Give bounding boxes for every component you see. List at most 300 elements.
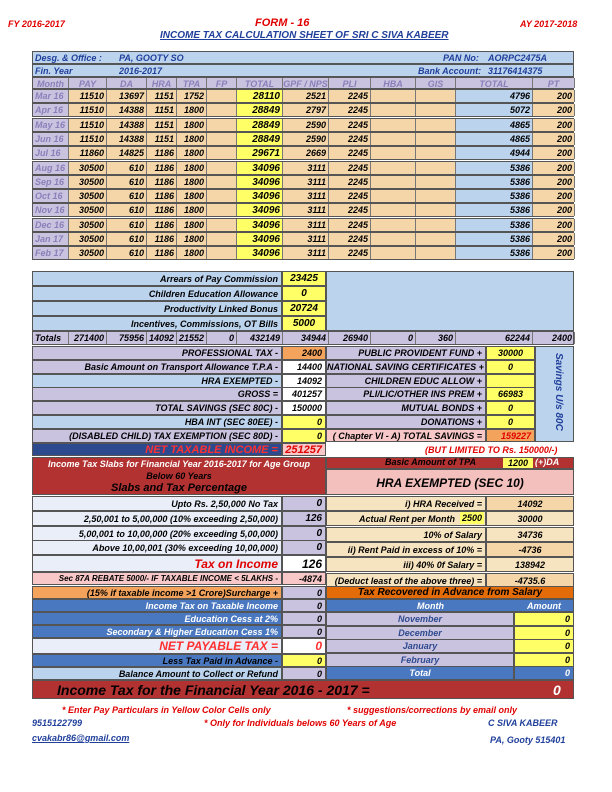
month-cell: Nov 16 bbox=[33, 204, 69, 216]
value-cell[interactable]: 200 bbox=[533, 176, 575, 188]
value-cell[interactable] bbox=[207, 204, 237, 216]
column-header-0: Month bbox=[33, 78, 69, 88]
value-cell[interactable] bbox=[371, 176, 416, 188]
savings-limit-note: (BUT LIMITED TO Rs. 150000/-) bbox=[425, 445, 558, 455]
computation-label: HRA EXEMPTED - bbox=[32, 374, 282, 388]
value-cell[interactable] bbox=[371, 90, 416, 102]
addition-label: Incentives, Commissions, OT Bills bbox=[32, 316, 282, 331]
value-cell[interactable]: 1186 bbox=[147, 204, 177, 216]
savings-value[interactable]: 0 bbox=[486, 401, 535, 415]
advance-amount[interactable]: 0 bbox=[514, 639, 574, 653]
slabs-heading-2: Below 60 Years bbox=[146, 471, 212, 481]
footer-phone: 9515122799 bbox=[32, 718, 83, 728]
bank-value: 31176414375 bbox=[488, 66, 543, 76]
advance-month: February bbox=[326, 653, 514, 667]
addition-value[interactable]: 23425 bbox=[282, 271, 326, 286]
surcharge-label: (15% if taxable income >1 Crore)Surcharge + bbox=[32, 586, 282, 599]
tax-summary-value: 0 bbox=[282, 599, 326, 612]
value-cell[interactable]: 30500 bbox=[69, 247, 107, 259]
value-cell[interactable] bbox=[416, 247, 456, 259]
value-cell[interactable]: 13697 bbox=[107, 90, 147, 102]
advance-amount[interactable]: 0 bbox=[514, 653, 574, 667]
value-cell[interactable] bbox=[371, 233, 416, 245]
value-cell[interactable]: 200 bbox=[533, 147, 575, 159]
value-cell: 5386 bbox=[456, 162, 533, 174]
value-cell[interactable]: 2245 bbox=[329, 90, 371, 102]
value-cell[interactable] bbox=[416, 162, 456, 174]
value-cell: 4944 bbox=[456, 147, 533, 159]
computation-label: Basic Amount on Transport Allowance T.P.A - bbox=[32, 360, 282, 374]
totals-cell: 0 bbox=[207, 332, 237, 344]
value-cell[interactable] bbox=[207, 247, 237, 259]
value-cell: 4865 bbox=[456, 119, 533, 131]
footer-name: C SIVA KABEER bbox=[488, 718, 558, 728]
value-cell[interactable]: 11510 bbox=[69, 104, 107, 116]
value-cell[interactable]: 200 bbox=[533, 90, 575, 102]
value-cell[interactable]: 200 bbox=[533, 133, 575, 145]
totals-cell: 34944 bbox=[283, 332, 329, 344]
tax-summary-value: 0 bbox=[282, 638, 326, 654]
slab-label: 5,00,001 to 10,00,000 (20% exceeding 5,00,000) bbox=[32, 526, 282, 541]
slab-value: 0 bbox=[282, 540, 326, 555]
advance-heading: Tax Recovered in Advance from Salary bbox=[326, 586, 574, 599]
value-cell[interactable]: 14388 bbox=[107, 133, 147, 145]
totals-cell: 21552 bbox=[177, 332, 207, 344]
savings-value[interactable]: 30000 bbox=[486, 346, 535, 360]
value-cell[interactable]: 200 bbox=[533, 204, 575, 216]
value-cell[interactable]: 2245 bbox=[329, 162, 371, 174]
savings-label: PUBLIC PROVIDENT FUND + bbox=[326, 346, 486, 360]
month-cell: Apr 16 bbox=[33, 104, 69, 116]
value-cell: 28849 bbox=[237, 119, 283, 131]
value-cell[interactable]: 2245 bbox=[329, 119, 371, 131]
savings-side-label: Savings U/s 80C bbox=[553, 353, 564, 431]
slab-label: 2,50,001 to 5,00,000 (10% exceeding 2,50,000) bbox=[32, 511, 282, 526]
value-cell[interactable] bbox=[371, 119, 416, 131]
value-cell[interactable]: 11510 bbox=[69, 90, 107, 102]
addition-label: Arrears of Pay Commission bbox=[32, 271, 282, 286]
tax-on-income-label: Tax on Income bbox=[32, 555, 282, 572]
value-cell[interactable] bbox=[416, 133, 456, 145]
totals-cell: 360 bbox=[416, 332, 456, 344]
value-cell[interactable]: 200 bbox=[533, 162, 575, 174]
value-cell[interactable]: 610 bbox=[107, 247, 147, 259]
value-cell: 34096 bbox=[237, 176, 283, 188]
slabs-heading-box bbox=[32, 457, 326, 495]
value-cell[interactable]: 30500 bbox=[69, 219, 107, 231]
totals-label: Totals bbox=[33, 332, 69, 344]
desg-label: Desg. & Office : bbox=[35, 53, 102, 63]
value-cell[interactable] bbox=[207, 119, 237, 131]
month-cell: Jul 16 bbox=[33, 147, 69, 159]
value-cell[interactable]: 3111 bbox=[283, 190, 329, 202]
value-cell[interactable] bbox=[416, 147, 456, 159]
value-cell[interactable] bbox=[416, 176, 456, 188]
table-header-row bbox=[32, 77, 574, 89]
savings-label: MUTUAL BONDS + bbox=[326, 401, 486, 415]
slabs-heading-1: Income Tax Slabs for Financial Year 2016-2017 for Age Group bbox=[48, 459, 310, 469]
tpa-row bbox=[326, 457, 574, 469]
savings-side-box bbox=[535, 346, 574, 442]
savings-total-value: 159227 bbox=[486, 429, 535, 442]
finyear-label: Fin. Year bbox=[35, 66, 73, 76]
value-cell[interactable]: 2245 bbox=[329, 219, 371, 231]
value-cell: 28849 bbox=[237, 104, 283, 116]
computation-value: 14400 bbox=[282, 360, 326, 374]
tpa-label: Basic Amount of TPA bbox=[385, 457, 477, 467]
column-header-1: PAY bbox=[69, 78, 107, 88]
column-header-11: TOTAL bbox=[456, 78, 533, 88]
value-cell[interactable] bbox=[371, 104, 416, 116]
tax-summary-label: Secondary & Higher Education Cess 1% bbox=[32, 625, 282, 638]
value-cell[interactable] bbox=[416, 104, 456, 116]
value-cell[interactable]: 2245 bbox=[329, 204, 371, 216]
tax-summary-label: NET PAYABLE TAX = bbox=[32, 638, 282, 654]
value-cell[interactable]: 3111 bbox=[283, 204, 329, 216]
value-cell[interactable] bbox=[207, 162, 237, 174]
value-cell[interactable]: 1800 bbox=[177, 204, 207, 216]
value-cell[interactable]: 1151 bbox=[147, 119, 177, 131]
footer-email[interactable]: cvakabr86@gmail.com bbox=[32, 733, 130, 743]
pan-label: PAN No: bbox=[443, 53, 479, 63]
net-taxable-value: 251257 bbox=[282, 443, 326, 456]
addition-value[interactable]: 5000 bbox=[282, 316, 326, 331]
month-cell: May 16 bbox=[33, 119, 69, 131]
value-cell[interactable]: 2590 bbox=[283, 119, 329, 131]
value-cell[interactable]: 11510 bbox=[69, 133, 107, 145]
month-cell: Aug 16 bbox=[33, 162, 69, 174]
month-row bbox=[32, 132, 574, 146]
form-title: FORM - 16 bbox=[255, 17, 310, 29]
savings-value[interactable]: 0 bbox=[486, 415, 535, 429]
totals-cell: 432149 bbox=[237, 332, 283, 344]
value-cell: 28110 bbox=[237, 90, 283, 102]
value-cell[interactable] bbox=[207, 176, 237, 188]
hra-label: i) HRA Received = bbox=[326, 496, 486, 511]
value-cell[interactable]: 2245 bbox=[329, 176, 371, 188]
hra-label: iii) 40% 0f Salary = bbox=[326, 557, 486, 572]
value-cell[interactable]: 1186 bbox=[147, 176, 177, 188]
value-cell: 34096 bbox=[237, 219, 283, 231]
value-cell[interactable]: 1151 bbox=[147, 90, 177, 102]
advance-month: November bbox=[326, 612, 514, 626]
hra-label: ii) Rent Paid in excess of 10% = bbox=[326, 542, 486, 557]
value-cell[interactable] bbox=[207, 219, 237, 231]
value-cell[interactable]: 610 bbox=[107, 204, 147, 216]
value-cell[interactable] bbox=[416, 219, 456, 231]
computation-label: HBA INT (SEC 80EE) - bbox=[32, 415, 282, 429]
value-cell: 5386 bbox=[456, 176, 533, 188]
savings-label: PLI/LIC/OTHER INS PREM + bbox=[326, 387, 486, 401]
value-cell[interactable] bbox=[207, 147, 237, 159]
value-cell: 34096 bbox=[237, 162, 283, 174]
value-cell[interactable]: 30500 bbox=[69, 204, 107, 216]
value-cell[interactable] bbox=[371, 247, 416, 259]
computation-value: 150000 bbox=[282, 401, 326, 415]
month-row bbox=[32, 146, 574, 160]
value-cell: 34096 bbox=[237, 204, 283, 216]
advance-month: Total bbox=[326, 666, 514, 680]
computation-value[interactable]: 0 bbox=[282, 429, 326, 443]
month-row bbox=[32, 103, 574, 117]
addition-value[interactable]: 20724 bbox=[282, 301, 326, 316]
month-row bbox=[32, 161, 574, 175]
slab-value: 126 bbox=[282, 511, 326, 526]
value-cell[interactable] bbox=[416, 90, 456, 102]
advance-amount[interactable]: 0 bbox=[514, 626, 574, 640]
value-cell[interactable] bbox=[416, 119, 456, 131]
hra-label: (Deduct least of the above three) = bbox=[326, 573, 486, 588]
computation-value: 2400 bbox=[282, 346, 326, 360]
final-row bbox=[32, 680, 574, 699]
value-cell[interactable]: 1800 bbox=[177, 162, 207, 174]
value-cell: 4865 bbox=[456, 133, 533, 145]
footer-note-2: * suggestions/corrections by email only bbox=[347, 705, 518, 715]
month-row bbox=[32, 246, 574, 260]
value-cell[interactable] bbox=[207, 104, 237, 116]
value-cell[interactable]: 3111 bbox=[283, 162, 329, 174]
net-taxable-label-box bbox=[32, 443, 282, 456]
value-cell[interactable]: 30500 bbox=[69, 176, 107, 188]
value-cell[interactable] bbox=[371, 204, 416, 216]
month-cell: Dec 16 bbox=[33, 219, 69, 231]
value-cell: 29671 bbox=[237, 147, 283, 159]
value-cell[interactable]: 2669 bbox=[283, 147, 329, 159]
value-cell[interactable]: 1186 bbox=[147, 219, 177, 231]
value-cell: 5386 bbox=[456, 233, 533, 245]
value-cell[interactable]: 2590 bbox=[283, 133, 329, 145]
value-cell[interactable]: 1800 bbox=[177, 219, 207, 231]
value-cell: 34096 bbox=[237, 247, 283, 259]
value-cell[interactable] bbox=[207, 90, 237, 102]
savings-value[interactable]: 66983 bbox=[486, 387, 535, 401]
value-cell[interactable] bbox=[207, 133, 237, 145]
value-cell[interactable]: 11860 bbox=[69, 147, 107, 159]
month-cell: Oct 16 bbox=[33, 190, 69, 202]
slab-value: 0 bbox=[282, 496, 326, 511]
totals-cell: 14092 bbox=[147, 332, 177, 344]
value-cell[interactable]: 610 bbox=[107, 162, 147, 174]
column-header-2: DA bbox=[107, 78, 147, 88]
hra-value: 138942 bbox=[486, 557, 574, 572]
tpa-value[interactable]: 1200 bbox=[503, 458, 533, 469]
value-cell[interactable]: 610 bbox=[107, 219, 147, 231]
value-cell[interactable]: 14388 bbox=[107, 119, 147, 131]
tax-summary-label: Balance Amount to Collect or Refund bbox=[32, 667, 282, 680]
value-cell[interactable]: 2245 bbox=[329, 104, 371, 116]
value-cell[interactable]: 2245 bbox=[329, 147, 371, 159]
value-cell[interactable]: 3111 bbox=[283, 176, 329, 188]
column-header-9: HBA bbox=[371, 78, 416, 88]
info-row-1 bbox=[32, 51, 574, 64]
hra-label: 10% of Salary bbox=[326, 527, 486, 542]
month-cell: Sep 16 bbox=[33, 176, 69, 188]
value-cell[interactable]: 2245 bbox=[329, 133, 371, 145]
hra-heading: HRA EXEMPTED (SEC 10) bbox=[326, 469, 574, 495]
advance-amount[interactable]: 0 bbox=[514, 612, 574, 626]
value-cell[interactable] bbox=[416, 233, 456, 245]
tax-summary-label: Less Tax Paid in Advance - bbox=[32, 654, 282, 667]
totals-cell: 0 bbox=[371, 332, 416, 344]
value-cell[interactable]: 2245 bbox=[329, 247, 371, 259]
rebate-value: -4874 bbox=[282, 572, 326, 585]
rebate-label: Sec 87A REBATE 5000/- IF TAXABLE INCOME < 5LAKHS - bbox=[32, 572, 282, 585]
value-cell[interactable]: 1800 bbox=[177, 247, 207, 259]
addition-value[interactable]: 0 bbox=[282, 286, 326, 301]
value-cell[interactable]: 200 bbox=[533, 219, 575, 231]
savings-label: CHILDREN EDUC ALLOW + bbox=[326, 374, 486, 388]
column-header-10: GIS bbox=[416, 78, 456, 88]
value-cell: 28849 bbox=[237, 133, 283, 145]
computation-label: GROSS = bbox=[32, 387, 282, 401]
value-cell[interactable]: 200 bbox=[533, 247, 575, 259]
slab-label: Above 10,00,001 (30% exceeding 10,00,000) bbox=[32, 540, 282, 555]
value-cell[interactable]: 1800 bbox=[177, 190, 207, 202]
sheet-title: INCOME TAX CALCULATION SHEET OF SRI C SIVA KABEER bbox=[160, 30, 449, 41]
value-cell[interactable]: 200 bbox=[533, 104, 575, 116]
value-cell[interactable]: 200 bbox=[533, 190, 575, 202]
savings-total-label-box bbox=[326, 429, 486, 442]
month-row bbox=[32, 218, 574, 232]
tax-on-income-value: 126 bbox=[282, 555, 326, 572]
advance-amount: 0 bbox=[514, 666, 574, 680]
value-cell[interactable]: 1752 bbox=[177, 90, 207, 102]
value-cell[interactable]: 30500 bbox=[69, 190, 107, 202]
value-cell[interactable] bbox=[371, 162, 416, 174]
value-cell[interactable]: 1151 bbox=[147, 133, 177, 145]
value-cell[interactable] bbox=[416, 204, 456, 216]
tax-summary-value: 0 bbox=[282, 654, 326, 667]
value-cell[interactable]: 2245 bbox=[329, 190, 371, 202]
tax-summary-label: Income Tax on Taxable Income bbox=[32, 599, 282, 612]
value-cell: 5386 bbox=[456, 204, 533, 216]
addition-label: Productivity Linked Bonus bbox=[32, 301, 282, 316]
value-cell[interactable] bbox=[371, 219, 416, 231]
month-row bbox=[32, 232, 574, 246]
hra-value: -4736 bbox=[486, 542, 574, 557]
column-header-8: PLI bbox=[329, 78, 371, 88]
month-row bbox=[32, 175, 574, 189]
value-cell[interactable]: 3111 bbox=[283, 247, 329, 259]
tax-summary-label: Education Cess at 2% bbox=[32, 612, 282, 625]
computation-label: TOTAL SAVINGS (SEC 80C) - bbox=[32, 401, 282, 415]
savings-value[interactable]: 0 bbox=[486, 360, 535, 374]
value-cell[interactable] bbox=[371, 133, 416, 145]
tax-summary-value: 0 bbox=[282, 625, 326, 638]
value-cell[interactable]: 1186 bbox=[147, 162, 177, 174]
value-cell[interactable]: 2521 bbox=[283, 90, 329, 102]
value-cell[interactable]: 610 bbox=[107, 190, 147, 202]
advance-month: January bbox=[326, 639, 514, 653]
value-cell[interactable]: 610 bbox=[107, 176, 147, 188]
month-cell: Mar 16 bbox=[33, 90, 69, 102]
value-cell[interactable]: 3111 bbox=[283, 233, 329, 245]
value-cell[interactable]: 200 bbox=[533, 119, 575, 131]
value-cell[interactable]: 200 bbox=[533, 233, 575, 245]
value-cell[interactable] bbox=[207, 233, 237, 245]
advance-month-header: Month bbox=[417, 601, 444, 611]
value-cell: 34096 bbox=[237, 233, 283, 245]
value-cell[interactable]: 1186 bbox=[147, 147, 177, 159]
advance-month: December bbox=[326, 626, 514, 640]
column-header-3: HRA bbox=[147, 78, 177, 88]
computation-label: PROFESSIONAL TAX - bbox=[32, 346, 282, 360]
value-cell[interactable] bbox=[371, 147, 416, 159]
value-cell: 4796 bbox=[456, 90, 533, 102]
value-cell[interactable]: 610 bbox=[107, 233, 147, 245]
value-cell[interactable]: 3111 bbox=[283, 219, 329, 231]
column-header-6: TOTAL bbox=[237, 78, 283, 88]
value-cell[interactable] bbox=[371, 190, 416, 202]
value-cell[interactable]: 1186 bbox=[147, 233, 177, 245]
totals-cell: 62244 bbox=[456, 332, 533, 344]
value-cell[interactable]: 11510 bbox=[69, 119, 107, 131]
finyear-value: 2016-2017 bbox=[119, 66, 163, 76]
surcharge-value: 0 bbox=[282, 586, 326, 599]
value-cell[interactable]: 2245 bbox=[329, 233, 371, 245]
computation-label: (DISABLED CHILD) TAX EXEMPTION (SEC 80D) - bbox=[32, 429, 282, 443]
savings-total-label: ( Chapter VI - A) TOTAL SAVINGS = bbox=[332, 431, 482, 441]
actual-rent-input[interactable]: 2500 bbox=[461, 513, 483, 524]
column-header-4: TPA bbox=[177, 78, 207, 88]
tax-summary-value: 0 bbox=[282, 612, 326, 625]
value-cell: 5386 bbox=[456, 219, 533, 231]
slab-value: 0 bbox=[282, 526, 326, 541]
totals-cell: 2400 bbox=[533, 332, 575, 344]
value-cell[interactable]: 1800 bbox=[177, 176, 207, 188]
value-cell[interactable]: 14825 bbox=[107, 147, 147, 159]
hra-value: 34736 bbox=[486, 527, 574, 542]
value-cell[interactable]: 1800 bbox=[177, 119, 207, 131]
addition-label: Children Education Allowance bbox=[32, 286, 282, 301]
slabs-heading-3: Slabs and Tax Percentage bbox=[111, 482, 247, 494]
value-cell[interactable]: 1800 bbox=[177, 233, 207, 245]
column-header-12: PT bbox=[533, 78, 575, 88]
value-cell[interactable]: 1800 bbox=[177, 104, 207, 116]
ay-label: AY 2017-2018 bbox=[520, 19, 578, 29]
value-cell[interactable]: 1186 bbox=[147, 247, 177, 259]
month-cell: Jun 16 bbox=[33, 133, 69, 145]
bank-label: Bank Account: bbox=[418, 66, 482, 76]
value-cell[interactable] bbox=[207, 190, 237, 202]
value-cell[interactable]: 30500 bbox=[69, 162, 107, 174]
value-cell[interactable]: 2797 bbox=[283, 104, 329, 116]
value-cell[interactable]: 1151 bbox=[147, 104, 177, 116]
month-row bbox=[32, 89, 574, 103]
month-row bbox=[32, 203, 574, 217]
value-cell[interactable]: 1186 bbox=[147, 190, 177, 202]
additions-right-blank bbox=[326, 271, 574, 331]
month-row bbox=[32, 189, 574, 203]
column-header-5: FP bbox=[207, 78, 237, 88]
value-cell[interactable] bbox=[416, 190, 456, 202]
month-cell: Feb 17 bbox=[33, 247, 69, 259]
month-cell: Jan 17 bbox=[33, 233, 69, 245]
advance-header-row bbox=[326, 599, 574, 612]
tpa-suffix: (+)DA bbox=[535, 457, 560, 467]
computation-value: 14092 bbox=[282, 374, 326, 388]
computation-value[interactable]: 0 bbox=[282, 415, 326, 429]
pan-value: AORPC2475A bbox=[488, 53, 548, 63]
final-label: Income Tax for the Financial Year 2016 - 2017 = bbox=[57, 682, 370, 698]
savings-value[interactable] bbox=[486, 374, 535, 388]
value-cell[interactable]: 1800 bbox=[177, 133, 207, 145]
net-taxable-label: NET TAXABLE INCOME = bbox=[33, 444, 281, 456]
totals-cell: 271400 bbox=[69, 332, 107, 344]
value-cell[interactable]: 30500 bbox=[69, 233, 107, 245]
value-cell[interactable]: 1800 bbox=[177, 147, 207, 159]
value-cell[interactable]: 14388 bbox=[107, 104, 147, 116]
